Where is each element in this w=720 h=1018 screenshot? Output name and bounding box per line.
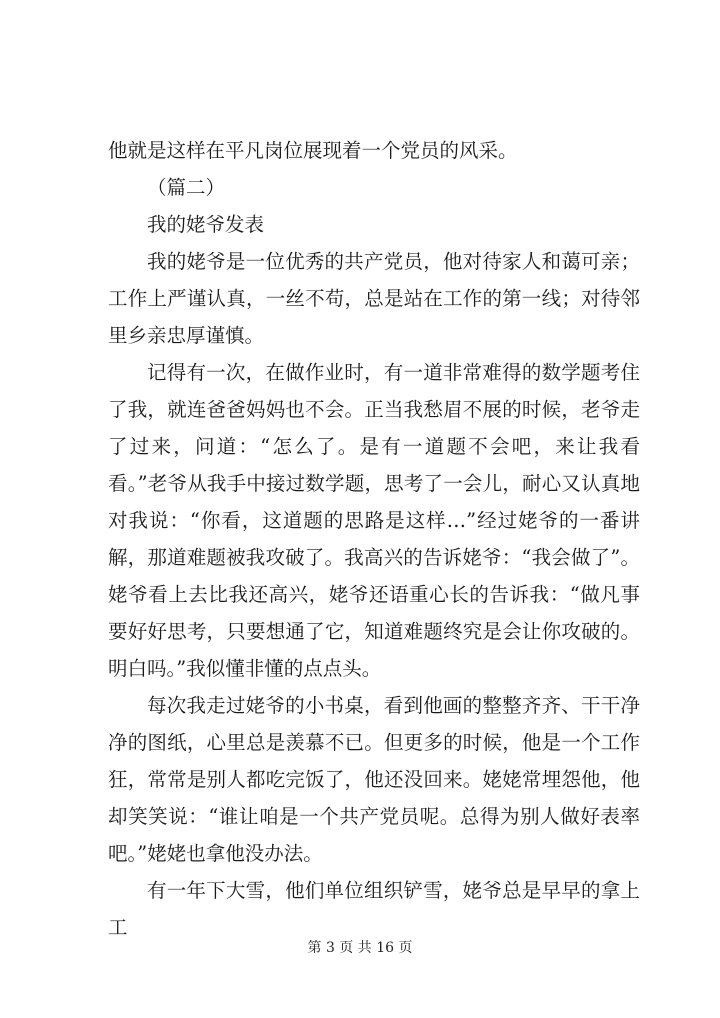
essay-title: 我的姥爷发表 [147,213,265,236]
paragraph-snow-story: 有一年下大雪，他们单位组织铲雪，姥爷总是早早的拿上工 [108,879,640,939]
paragraph-intro: 我的姥爷是一位优秀的共产党员，他对待家人和蔼可亲；工作上严谨认真，一丝不苟，总是站在工作的第一线；对待邻里乡亲忠厚谨慎。 [108,250,640,347]
paragraph-math-story: 记得有一次，在做作业时，有一道非常难得的数学题考住了我，就连爸爸妈妈也不会。正当我愁眉不展的时候，老爷走了过来，问道：“怎么了。是有一道题不会吧，来让我看看。”老爷从我手中接过数学题，思考了一会儿，耐心又认真地对我说：“你看，这道题的思路是这样…”经过姥爷的一番讲解，那道难题被我攻破了。我高兴的告诉姥爷：“我会做了”。姥爷看上去比我还高兴，姥爷还语重心长的告诉我：“做凡事要好好思考，只要想通了它，知道难题终究是会让你攻破的。明白吗。”我似懂非懂的点点头。 [108,361,640,680]
page-footer [0,938,720,958]
paragraph-work-habits: 每次我走过姥爷的小书桌，看到他画的整整齐齐、干干净净的图纸，心里总是羡慕不已。但更多的时候，他是一个工作狂，常常是别人都吃完饭了，他还没回来。姥姥常埋怨他，他却笑笑说：“谁让咱是一个共产党员呢。总得为别人做好表率吧。”姥姥也拿他没办法。 [108,694,640,865]
page-number-label: 第 3 页 共 16 页 [307,940,413,956]
section-label: （篇二） [147,176,226,199]
paragraph-closing-line: 他就是这样在平凡岗位展现着一个党员的风采。 [108,139,518,162]
document-body [108,132,640,946]
